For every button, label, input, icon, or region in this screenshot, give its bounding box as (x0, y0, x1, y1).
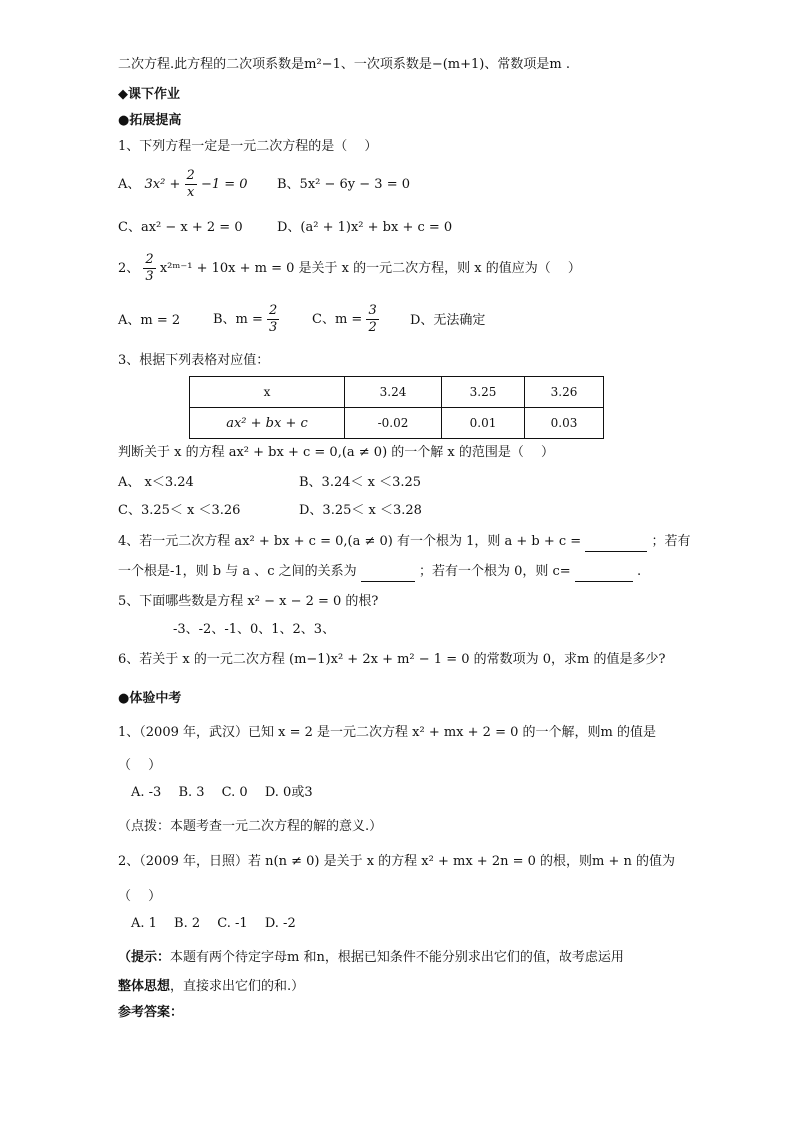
q2-coef-numerator: 2 (145, 252, 154, 267)
q4-line2-text: 一个根是-1，则 b 与 a 、c 之间的关系为 (118, 564, 357, 579)
q3-option-a: A、 x＜3.24 (118, 475, 194, 490)
q2-option-c (312, 303, 379, 336)
q2-b-numerator: 2 (269, 303, 278, 318)
table-cell: -0.02 (345, 408, 442, 439)
q4-line1-suffix: ；若有 (651, 534, 691, 549)
e2-stem: 2、（2009 年，日照）若 n(n ≠ 0) 是关于 x 的方程 x² + mx + 2n = 0 的根，则m + n 的值为 (118, 854, 676, 869)
q1-stem: 1、下列方程一定是一元二次方程的是（ ） (118, 139, 378, 154)
q5-numbers: -3、-2、-1、0、1、2、3、 (173, 622, 336, 637)
q3-option-b: B、3.24＜ x ＜3.25 (299, 475, 422, 490)
q6-stem: 6、若关于 x 的一元二次方程 (m−1)x² + 2x + m² − 1 = 0 的常数项为 0，求m 的值是多少? (118, 652, 666, 667)
q4-line2-end: . (636, 564, 642, 579)
q1-option-a-pre: 3x² + (144, 177, 181, 192)
q1-option-a (118, 168, 248, 201)
q4-line2-mid: ；若有一个根为 0，则 c= (418, 564, 571, 579)
q3-option-c: C、3.25＜ x ＜3.26 (118, 503, 241, 518)
q4-line1-text: 4、若一元二次方程 ax² + bx + c = 0,(a ≠ 0) 有一个根为 1，则 a + b + c = (118, 534, 582, 549)
q2-c-numerator: 3 (368, 303, 377, 318)
q2-b-denominator: 3 (269, 320, 278, 335)
q2-option-c-fraction (366, 303, 378, 336)
q4-line-2 (118, 563, 641, 582)
q3-value-table (189, 376, 604, 439)
q2-c-denominator: 2 (368, 320, 377, 335)
e2-hint-text-2: ，直接求出它们的和.） (170, 979, 305, 994)
e2-options: A. 1 B. 2 C. -1 D. -2 (131, 916, 296, 931)
q2-stem (118, 252, 581, 285)
e1-stem: 1、（2009 年，武汉）已知 x = 2 是一元二次方程 x² + mx + 2 = 0 的一个解，则m 的值是 (118, 725, 656, 740)
q2-option-b-fraction (267, 303, 279, 336)
table-cell: ax² + bx + c (190, 408, 345, 439)
table-cell: 0.01 (442, 408, 525, 439)
table-cell: x (190, 377, 345, 408)
q2-label: 2、 (118, 261, 140, 276)
q5-stem: 5、下面哪些数是方程 x² − x − 2 = 0 的根? (118, 594, 379, 609)
q3-stem: 3、根据下列表格对应值： (118, 353, 270, 368)
q4-blank-2 (361, 563, 415, 582)
e2-hint-emphasis: 整体思想 (118, 979, 171, 994)
table-row (190, 377, 604, 408)
e2-hint-line-2 (118, 978, 304, 996)
e2-hint-line-1 (118, 949, 624, 967)
q3-option-d: D、3.25＜ x ＜3.28 (299, 503, 422, 518)
section-homework-heading: ◆课下作业 (118, 87, 180, 102)
q1-fraction-denominator: x (186, 185, 195, 200)
intro-line: 二次方程.此方程的二次项系数是m²−1、一次项系数是−(m+1)、常数项是m . (118, 57, 570, 72)
answer-label: 参考答案： (118, 1005, 184, 1020)
e1-hint: （点拨：本题考查一元二次方程的解的意义.） (118, 819, 383, 834)
e2-hint-text-1: 本题有两个待定字母m 和n，根据已知条件不能分别求出它们的值，故考虑运用 (170, 950, 624, 965)
q4-blank-3 (575, 563, 633, 582)
q2-option-b-label: B、m = (213, 312, 263, 327)
section-exam-heading: ●体验中考 (118, 691, 182, 706)
q1-option-a-post: −1 = 0 (200, 177, 248, 192)
q1-fraction-numerator: 2 (186, 168, 195, 183)
section-extend-heading: ●拓展提高 (118, 113, 182, 128)
q2-option-b (213, 303, 279, 336)
q1-option-a-label: A、 (118, 177, 141, 192)
q1-option-a-fraction (185, 168, 197, 201)
table-cell: 3.26 (525, 377, 604, 408)
q2-coef-denominator: 3 (145, 269, 154, 284)
q1-option-c: C、ax² − x + 2 = 0 (118, 220, 243, 235)
e2-paren: （ ） (118, 889, 162, 904)
e2-hint-label: （提示： (118, 950, 171, 965)
table-cell: 3.24 (345, 377, 442, 408)
q1-option-d: D、(a² + 1)x² + bx + c = 0 (277, 220, 453, 235)
table-cell: 0.03 (525, 408, 604, 439)
q4-line-1 (118, 533, 691, 552)
table-cell: 3.25 (442, 377, 525, 408)
q1-option-b: B、5x² − 6y − 3 = 0 (277, 177, 410, 192)
e1-paren: （ ） (118, 758, 162, 773)
q2-option-d: D、无法确定 (410, 313, 486, 328)
q4-blank-1 (585, 533, 647, 552)
q2-option-c-label: C、m = (312, 312, 363, 327)
q2-coefficient-fraction (143, 252, 155, 285)
e1-options: A. -3 B. 3 C. 0 D. 0或3 (131, 785, 313, 800)
q2-stem-rest: x²ᵐ⁻¹ + 10x + m = 0 是关于 x 的一元二次方程，则 x 的值应为（ ） (159, 261, 581, 276)
q2-option-a: A、m = 2 (118, 313, 181, 328)
table-row (190, 408, 604, 439)
q3-judge-text: 判断关于 x 的方程 ax² + bx + c = 0,(a ≠ 0) 的一个解 x 的范围是（ ） (118, 445, 555, 460)
